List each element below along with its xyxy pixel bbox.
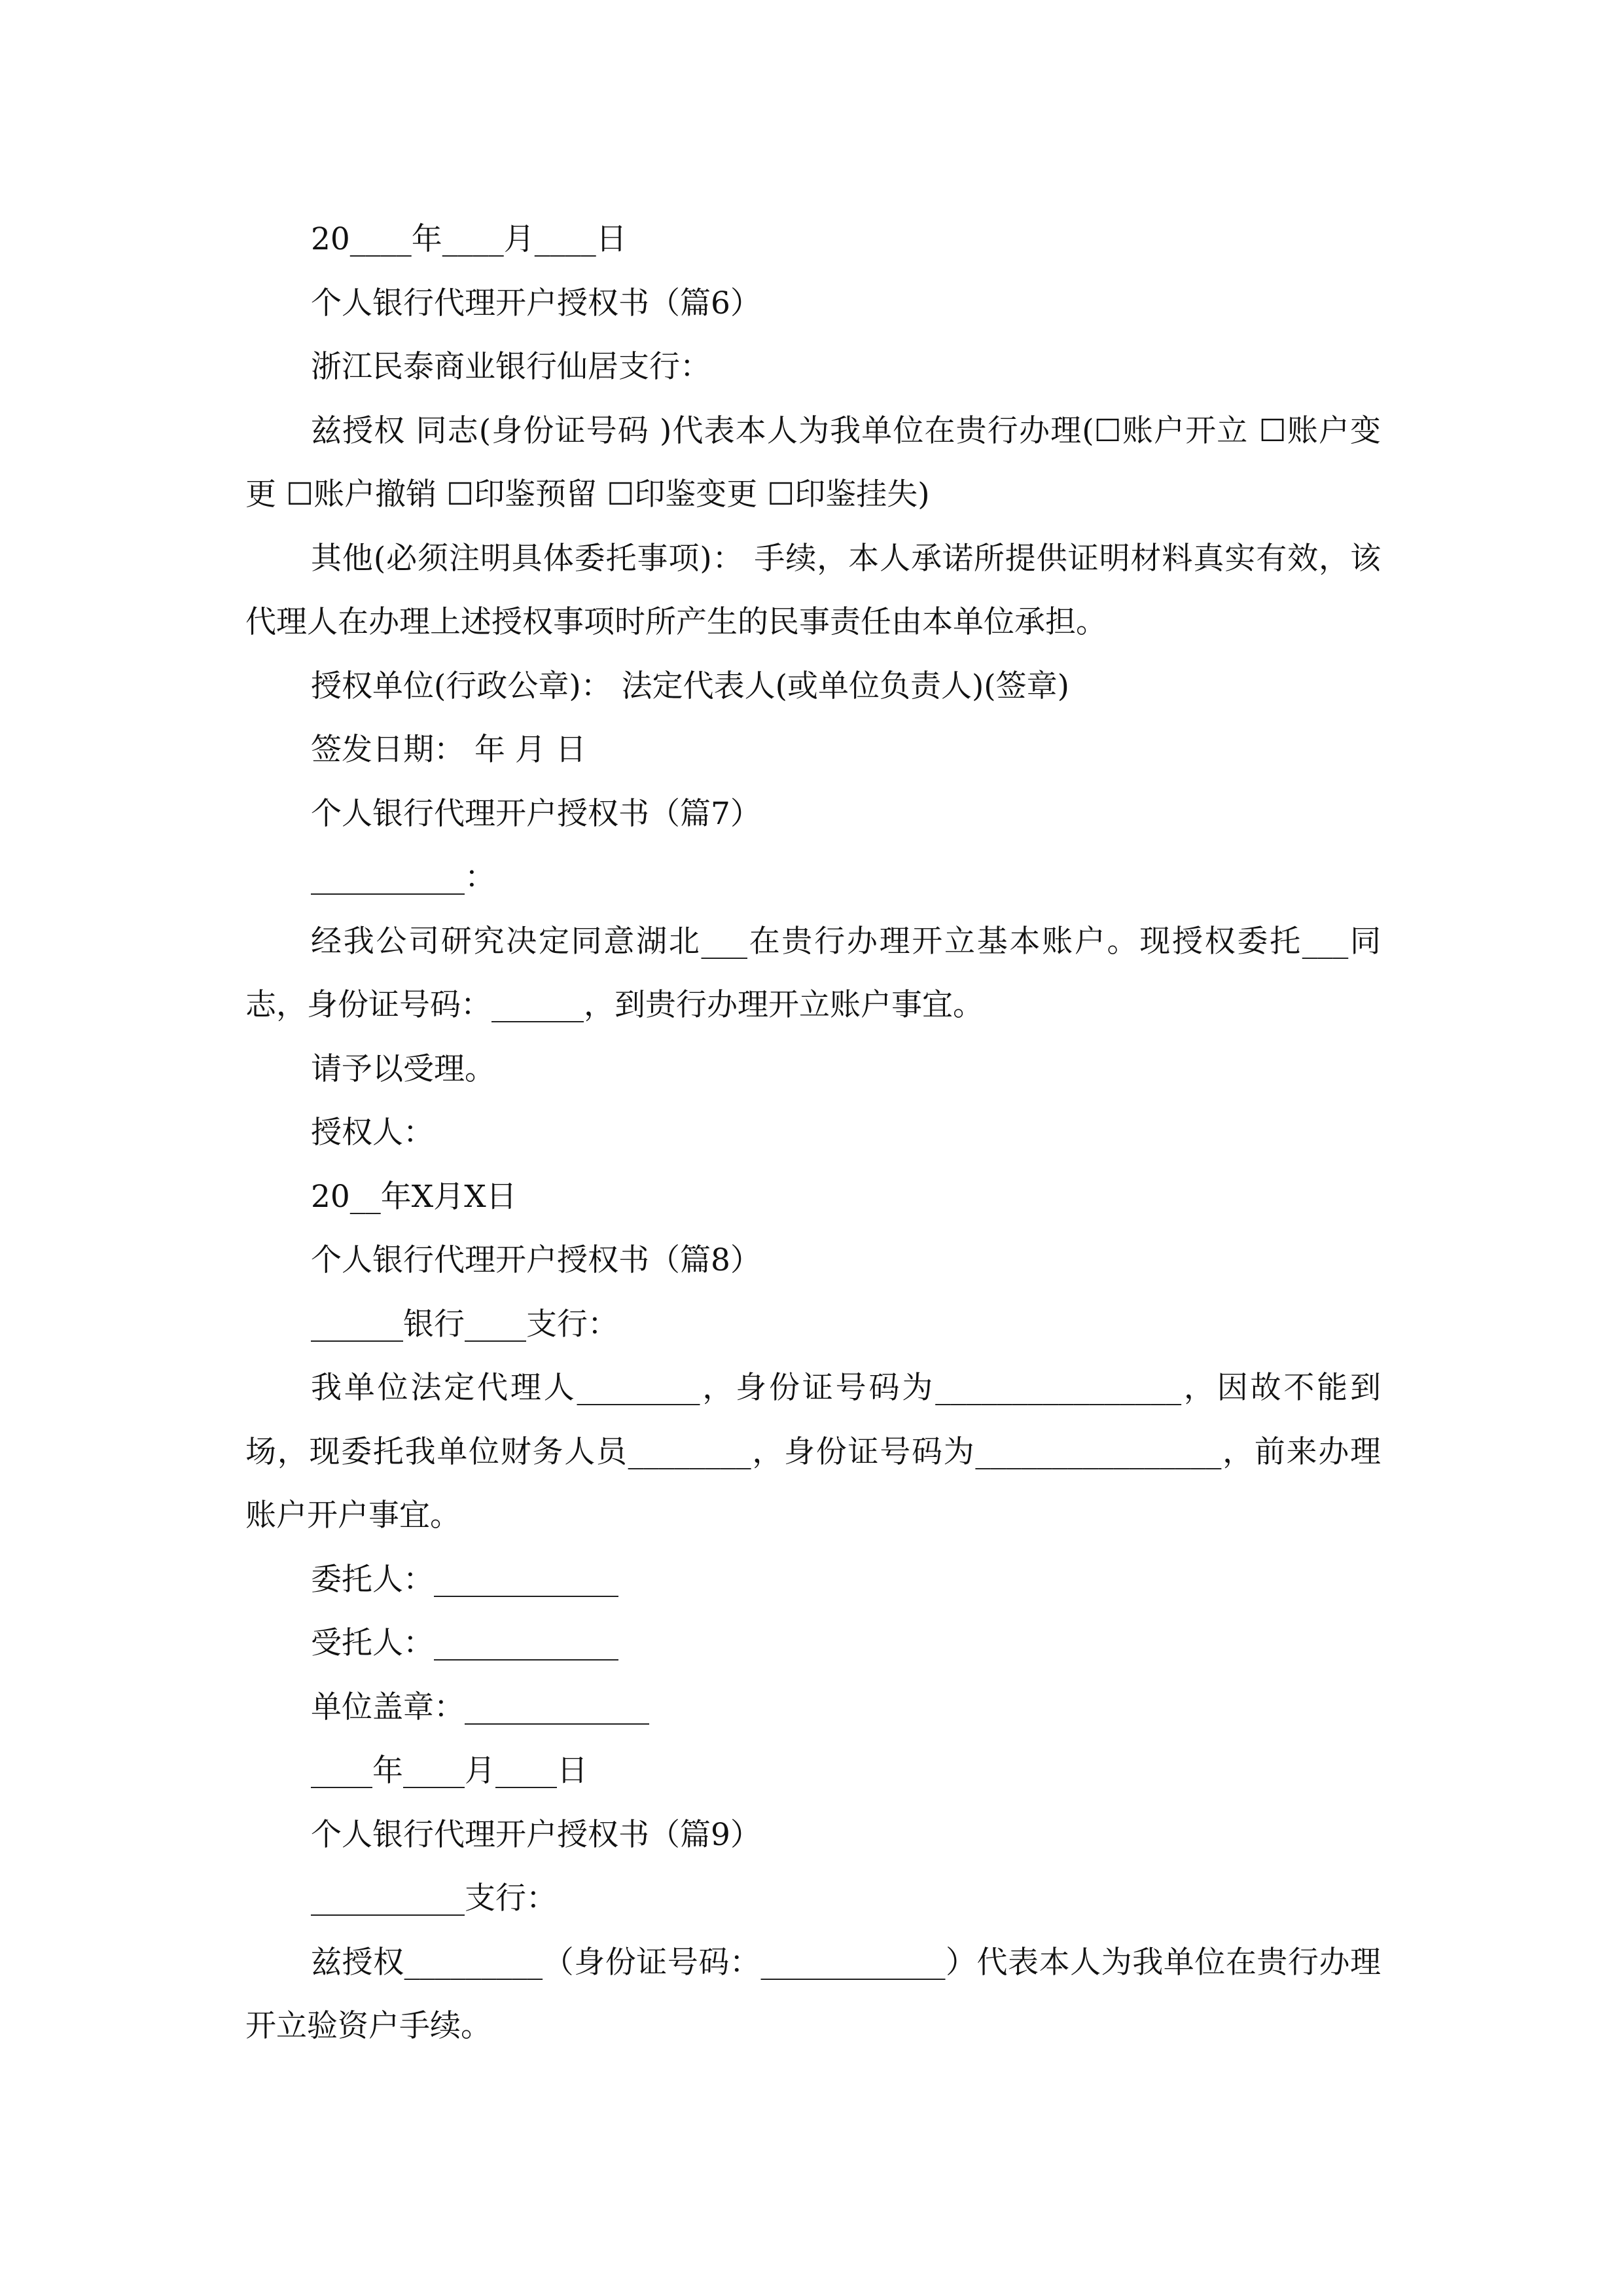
other-matters-paragraph: 其他(必须注明具体委托事项)： 手续，本人承诺所提供证明材料真实有效，该代理人在办理上述授权事项时所产生的民事责任由本单位承担。 — [245, 540, 1381, 640]
addressee-line: 浙江民泰商业银行仙居支行： — [311, 349, 711, 385]
principal-line: 委托人：____________ — [311, 1561, 618, 1598]
date-line: 20__年X月X日 — [311, 1178, 517, 1215]
section-title-9: 个人银行代理开户授权书（篇9） — [311, 1816, 761, 1853]
addressee-blank-line: __________： — [311, 859, 495, 895]
authorization-paragraph: 兹授权 同志(身份证号码 )代表本人为我单位在贵行办理(☐账户开立 ☐账户变更 ☐账户撤销 ☐印鉴预留 ☐印鉴变更 ☐印鉴挂失) — [245, 412, 1381, 512]
bank-branch-line: ______银行____支行： — [311, 1306, 618, 1342]
issue-date-line: 签发日期： 年 月 日 — [311, 732, 586, 768]
request-line: 请予以受理。 — [311, 1050, 495, 1087]
date-line: 20____年____月____日 — [311, 221, 627, 257]
section-title-7: 个人银行代理开户授权书（篇7） — [311, 795, 761, 832]
authorizer-line: 授权人： — [311, 1115, 434, 1151]
signature-line: 授权单位(行政公章)： 法定代表人(或单位负责人)(签章) — [311, 668, 1069, 704]
agent-line: 受托人：____________ — [311, 1625, 618, 1661]
section-title-8: 个人银行代理开户授权书（篇8） — [311, 1242, 761, 1278]
verification-account-paragraph: 兹授权_________（身份证号码：____________）代表本人为我单位在贵行办理开立验资户手续。 — [245, 1944, 1381, 2044]
date-line: ____年____月____日 — [311, 1753, 588, 1789]
seal-line: 单位盖章：____________ — [311, 1689, 649, 1725]
delegation-paragraph: 我单位法定代理人________，身份证号码为________________，因故不能到场，现委托我单位财务人员________，身份证号码为________________，前来办理账户开户事宜。 — [245, 1370, 1381, 1534]
document-body — [245, 207, 1381, 2058]
decision-paragraph: 经我公司研究决定同意湖北___在贵行办理开立基本账户。现授权委托___同志，身份证号码：______，到贵行办理开立账户事宜。 — [245, 923, 1381, 1023]
section-title-6: 个人银行代理开户授权书（篇6） — [311, 285, 761, 321]
branch-line: __________支行： — [311, 1880, 557, 1916]
